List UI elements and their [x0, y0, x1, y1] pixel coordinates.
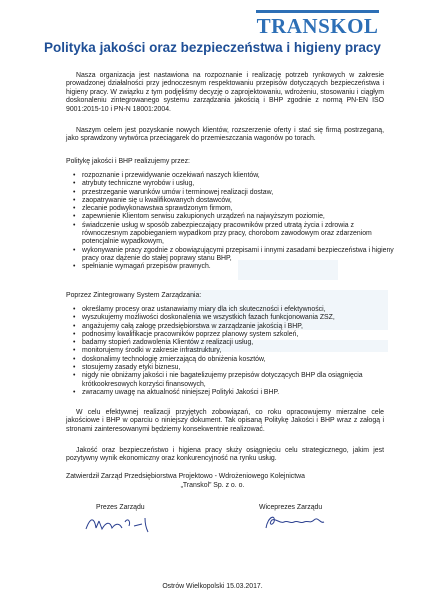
logo-bar: [256, 10, 379, 13]
list-item: • zwracamy uwagę na aktualność niniejszej Polityki Jakości i BHP.: [82, 389, 394, 397]
list-item: • rozpoznanie i przewidywanie oczekiwań naszych klientów,: [82, 172, 394, 180]
list-item: • wykonywanie pracy zgodnie z obowiązującymi przepisami i innymi zasadami bezpieczeństwa i higieny pracy oraz dążenie do stałej poprawy stanu BHP,: [82, 247, 394, 264]
signer-right-title: Wiceprezes Zarządu: [259, 504, 323, 511]
system-list: [72, 306, 394, 397]
list-item: • spełnianie wymagań przepisów prawnych.: [82, 263, 394, 271]
approval-line: Zatwierdził Zarząd Przedsiębiorstwa Projektowo - Wdrożeniowego Kolejnictwa: [66, 473, 305, 480]
list-item: • określamy procesy oraz ustanawiamy miary dla ich skuteczności i efektywności,: [82, 306, 394, 314]
intro-paragraph: Nasza organizacja jest nastawiona na rozpoznanie i realizację potrzeb rynkowych w zakresie prowadzonej działalności przy jednoczesnym respektowaniu przepisów dotyczących bezpieczeństwa i higieny pracy. W związku z tym podjęliśmy decyzję o zaprojektowaniu, wdrożeniu, stosowaniu i ciągłym doskonaleniu zintegrowanego systemu zarządzania jakością i BHP zgodnie z normą PN-EN ISO 9001:2015-10 i PN-N 18001:2004.: [66, 72, 384, 113]
list-item: • przestrzeganie warunków umów i terminowej realizacji dostaw,: [82, 189, 394, 197]
policy-list: [72, 172, 394, 272]
list-item: • świadczenie usług w sposób zabezpieczający pracowników przed utratą życia i zdrowia z równoczesnym zapobieganiem wypadkom przy pracy, chorobom zawodowym oraz zdarzeniom potencjalnie wypadkowym,: [82, 222, 394, 247]
list-item: • stosujemy zasady etyki biznesu,: [82, 364, 394, 372]
list-item: • podnosimy kwalifikacje pracowników poprzez planowy system szkoleń,: [82, 331, 394, 339]
logo-text: TRANSKOL: [256, 14, 379, 38]
list-item: • angażujemy całą załogę przedsiębiorstwa w zarządzanie jakością i BHP,: [82, 323, 394, 331]
company-logo: [250, 6, 385, 40]
signature-right: [262, 510, 332, 534]
list-item: • badamy stopień zadowolenia Klientów z realizacji usług,: [82, 339, 394, 347]
page-title: Polityka jakości oraz bezpieczeństwa i higieny pracy: [44, 40, 381, 55]
goal-paragraph: Naszym celem jest pozyskanie nowych klientów, rozszerzenie oferty i stać się firmą postrzeganą, jako sprawdzony wytwórca przeciągarek do przemieszczania wagonów po torach.: [66, 127, 384, 143]
list-item: • doskonalimy technologię zmierzającą do obniżenia kosztów,: [82, 356, 394, 364]
commitment-paragraph: W celu efektywnej realizacji przyjętych zobowiązań, co roku opracowujemy mierzalne cele jakościowe i BHP w oparciu o niniejszy dokument. Tak opisaną Politykę Jakości i BHP wraz z załogą i stronami zainteresowanymi będziemy konsekwentnie realizować.: [66, 409, 384, 433]
system-intro: Poprzez Zintegrowany System Zarządzania:: [66, 292, 202, 299]
list-item: • nigdy nie obniżamy jakości i nie bagatelizujemy przepisów dotyczących BHP dla osiągnięcia krótkookresowych korzyści finansowych,: [82, 372, 394, 389]
policy-intro: Politykę jakości i BHP realizujemy przez:: [66, 158, 190, 165]
signer-left-title: Prezes Zarządu: [96, 504, 145, 511]
list-item: • wyszukujemy możliwości doskonalenia we wszystkich fazach funkcjonowania ZSZ,: [82, 314, 394, 322]
list-item: • monitorujemy środki w zakresie infrastruktury,: [82, 347, 394, 355]
list-item: • zaopatrywanie się u kwalifikowanych dostawców,: [82, 197, 394, 205]
strategy-paragraph: Jakość oraz bezpieczeństwo i higiena pracy służy osiągnięciu celu strategicznego, jakim jest pozytywny wynik ekonomiczny oraz konkurencyjność na rynku usług.: [66, 447, 384, 463]
list-item: • atrybuty techniczne wyrobów i usług,: [82, 180, 394, 188]
list-item: • zapewnienie Klientom serwisu zakupionych urządzeń na najwyższym poziomie,: [82, 213, 394, 221]
place-date: Ostrów Wielkopolski 15.03.2017.: [162, 583, 263, 590]
list-item: • zlecanie podwykonawstwa sprawdzonym firmom,: [82, 205, 394, 213]
signature-left: [82, 512, 162, 536]
company-name: „Transkol” Sp. z o. o.: [180, 482, 245, 489]
